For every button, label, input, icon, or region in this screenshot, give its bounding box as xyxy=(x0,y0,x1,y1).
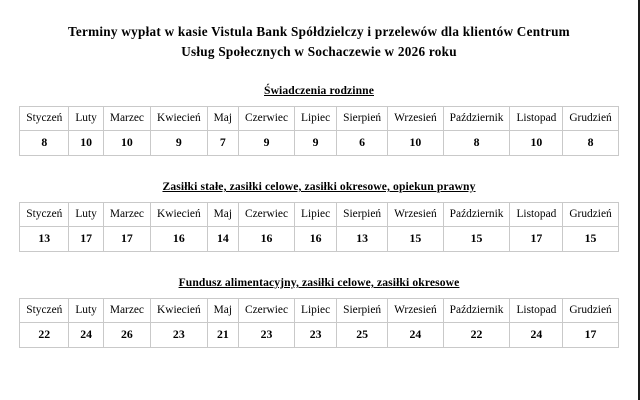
column-header-month: Sierpień xyxy=(337,202,388,226)
payment-day-cell: 15 xyxy=(443,226,510,251)
payment-day-cell: 17 xyxy=(69,226,104,251)
column-header-month: Kwiecień xyxy=(151,202,208,226)
table-header-row xyxy=(20,298,618,322)
column-header-month: Październik xyxy=(443,202,510,226)
column-header-month: Czerwiec xyxy=(239,298,295,322)
column-header-month: Sierpień xyxy=(337,298,388,322)
column-header-month: Październik xyxy=(443,298,510,322)
payment-day-cell: 14 xyxy=(207,226,238,251)
section-swiadczenia-rodzinne xyxy=(0,63,638,156)
payment-day-cell: 26 xyxy=(103,322,150,347)
table-header-row xyxy=(20,106,618,130)
column-header-month: Maj xyxy=(207,298,238,322)
payment-day-cell: 23 xyxy=(151,322,208,347)
column-header-month: Marzec xyxy=(103,202,150,226)
section-zasilki-stale xyxy=(0,156,638,252)
payment-day-cell: 22 xyxy=(20,322,69,347)
column-header-month: Listopad xyxy=(510,298,563,322)
column-header-month: Grudzień xyxy=(563,202,618,226)
page-title-line-1: Terminy wypłat w kasie Vistula Bank Spółdzielczy i przelewów dla klientów Centrum Usług xyxy=(68,24,570,60)
payment-day-cell: 10 xyxy=(510,130,563,155)
section-fundusz-alimentacyjny xyxy=(0,252,638,348)
payment-dates-table xyxy=(19,298,618,348)
column-header-month: Lipiec xyxy=(295,202,337,226)
table-row xyxy=(20,226,618,251)
section-heading: Fundusz alimentacyjny, zasiłki celowe, zasiłki okresowe xyxy=(178,275,460,289)
column-header-month: Maj xyxy=(207,106,238,130)
column-header-month: Styczeń xyxy=(20,202,69,226)
column-header-month: Grudzień xyxy=(563,298,618,322)
table-row xyxy=(20,130,618,155)
payment-day-cell: 21 xyxy=(207,322,238,347)
payment-day-cell: 24 xyxy=(510,322,563,347)
payment-day-cell: 7 xyxy=(207,130,238,155)
payment-day-cell: 23 xyxy=(239,322,295,347)
payment-day-cell: 8 xyxy=(563,130,618,155)
column-header-month: Listopad xyxy=(510,202,563,226)
payment-day-cell: 10 xyxy=(103,130,150,155)
payment-dates-table xyxy=(19,106,618,156)
payment-day-cell: 16 xyxy=(151,226,208,251)
page-title xyxy=(0,0,638,63)
payment-day-cell: 16 xyxy=(239,226,295,251)
column-header-month: Czerwiec xyxy=(239,202,295,226)
payment-day-cell: 8 xyxy=(20,130,69,155)
payment-day-cell: 17 xyxy=(510,226,563,251)
table-header-row xyxy=(20,202,618,226)
payment-day-cell: 24 xyxy=(388,322,444,347)
payment-day-cell: 17 xyxy=(103,226,150,251)
column-header-month: Styczeń xyxy=(20,106,69,130)
payment-day-cell: 8 xyxy=(443,130,510,155)
section-heading: Świadczenia rodzinne xyxy=(264,83,374,97)
payment-day-cell: 22 xyxy=(443,322,510,347)
column-header-month: Październik xyxy=(443,106,510,130)
payment-day-cell: 10 xyxy=(69,130,104,155)
column-header-month: Kwiecień xyxy=(151,106,208,130)
column-header-month: Luty xyxy=(69,202,104,226)
payment-day-cell: 9 xyxy=(151,130,208,155)
column-header-month: Maj xyxy=(207,202,238,226)
column-header-month: Lipiec xyxy=(295,298,337,322)
column-header-month: Lipiec xyxy=(295,106,337,130)
payment-day-cell: 24 xyxy=(69,322,104,347)
column-header-month: Wrzesień xyxy=(388,202,444,226)
column-header-month: Czerwiec xyxy=(239,106,295,130)
column-header-month: Luty xyxy=(69,106,104,130)
column-header-month: Wrzesień xyxy=(388,298,444,322)
payment-day-cell: 15 xyxy=(563,226,618,251)
payment-day-cell: 13 xyxy=(337,226,388,251)
column-header-month: Marzec xyxy=(103,298,150,322)
payment-day-cell: 9 xyxy=(295,130,337,155)
payment-day-cell: 6 xyxy=(337,130,388,155)
table-row xyxy=(20,322,618,347)
page-title-line-2: Społecznych w Sochaczewie w 2026 roku xyxy=(218,44,457,60)
payment-day-cell: 10 xyxy=(388,130,444,155)
payment-day-cell: 13 xyxy=(20,226,69,251)
column-header-month: Styczeń xyxy=(20,298,69,322)
column-header-month: Listopad xyxy=(510,106,563,130)
payment-day-cell: 23 xyxy=(295,322,337,347)
column-header-month: Kwiecień xyxy=(151,298,208,322)
column-header-month: Grudzień xyxy=(563,106,618,130)
payment-day-cell: 15 xyxy=(388,226,444,251)
column-header-month: Marzec xyxy=(103,106,150,130)
payment-day-cell: 25 xyxy=(337,322,388,347)
column-header-month: Wrzesień xyxy=(388,106,444,130)
column-header-month: Sierpień xyxy=(337,106,388,130)
payment-day-cell: 17 xyxy=(563,322,618,347)
payment-dates-table xyxy=(19,202,618,252)
column-header-month: Luty xyxy=(69,298,104,322)
section-heading: Zasiłki stałe, zasiłki celowe, zasiłki okresowe, opiekun prawny xyxy=(162,179,476,193)
payment-day-cell: 9 xyxy=(239,130,295,155)
payment-day-cell: 16 xyxy=(295,226,337,251)
